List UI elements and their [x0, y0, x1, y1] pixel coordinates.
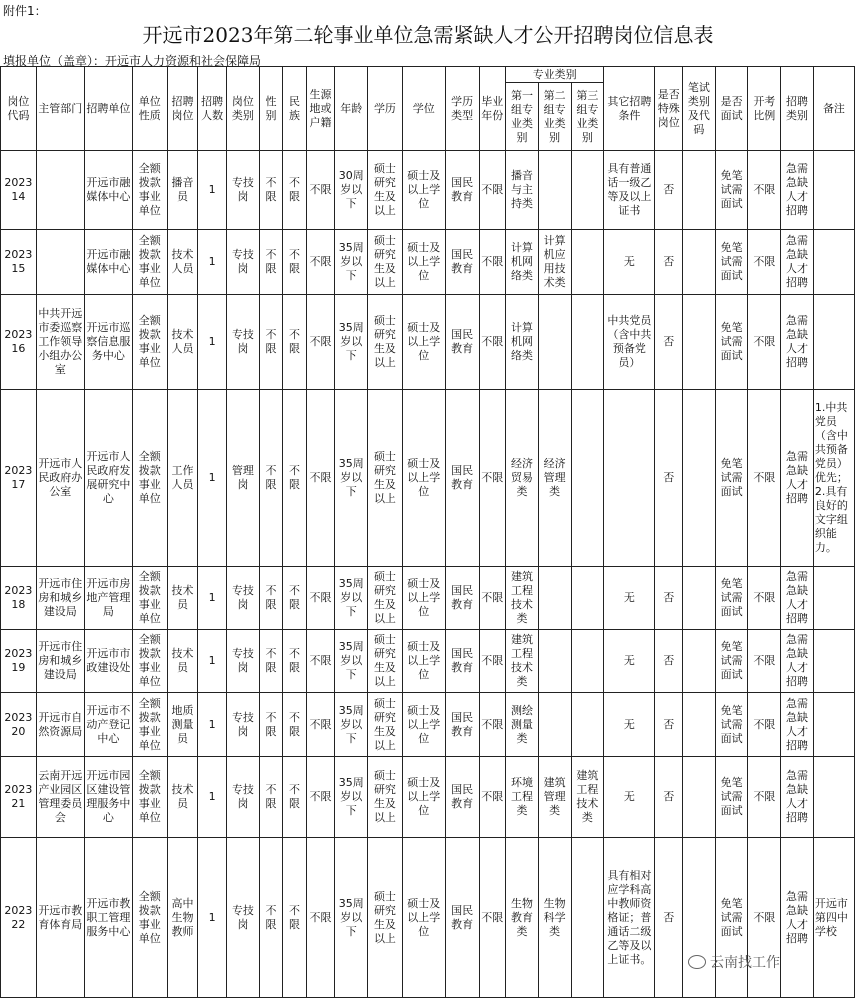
- cell-edu-type: 国民教育: [445, 630, 479, 693]
- cell-employer: 开远市房地产管理局: [84, 567, 132, 630]
- cell-other: 中共党员（含中共预备党员）: [604, 295, 655, 390]
- cell-special: 否: [655, 230, 683, 295]
- wechat-logo-icon: [688, 955, 706, 969]
- cell-special: 否: [655, 567, 683, 630]
- cell-code: 202322: [1, 838, 37, 998]
- cell-major1: 建筑工程技术类: [506, 630, 539, 693]
- cell-position: 技术人员: [167, 230, 198, 295]
- cell-ratio: 不限: [748, 230, 781, 295]
- cell-category: 专技岗: [226, 693, 259, 757]
- cell-ethnic: 不限: [283, 151, 307, 230]
- cell-grad-year: 不限: [479, 151, 506, 230]
- cell-ethnic: 不限: [283, 630, 307, 693]
- cell-degree: 硕士及以上学位: [402, 757, 445, 838]
- cell-remark: [813, 295, 854, 390]
- watermark: [688, 952, 780, 972]
- cell-age: 35周岁以下: [335, 230, 368, 295]
- cell-interview: 免笔试需面试: [715, 838, 748, 998]
- cell-edu-type: 国民教育: [445, 295, 479, 390]
- cell-category: 专技岗: [226, 630, 259, 693]
- table-row: [1, 390, 855, 567]
- cell-employer: 开远市融媒体中心: [84, 151, 132, 230]
- cell-degree: 硕士及以上学位: [402, 567, 445, 630]
- cell-special: 否: [655, 295, 683, 390]
- cell-grad-year: 不限: [479, 567, 506, 630]
- cell-employer: 开远市融媒体中心: [84, 230, 132, 295]
- cell-ethnic: 不限: [283, 567, 307, 630]
- cell-age: 35周岁以下: [335, 567, 368, 630]
- table-row: [1, 151, 855, 230]
- cell-special: 否: [655, 838, 683, 998]
- cell-major1: 计算机网络类: [506, 230, 539, 295]
- cell-ethnic: 不限: [283, 230, 307, 295]
- header-degree: 学位: [402, 67, 445, 151]
- cell-gender: 不限: [259, 693, 283, 757]
- cell-dept: 开远市自然资源局: [36, 693, 84, 757]
- cell-origin: 不限: [306, 693, 335, 757]
- header-grad-year: 毕业年份: [479, 67, 506, 151]
- cell-special: 否: [655, 630, 683, 693]
- header-dept: 主管部门: [36, 67, 84, 151]
- cell-employer: 开远市市政建设处: [84, 630, 132, 693]
- cell-dept: [36, 230, 84, 295]
- cell-employer: 开远市巡察信息服务中心: [84, 295, 132, 390]
- cell-employer: 开远市教职工管理服务中心: [84, 838, 132, 998]
- cell-category: 专技岗: [226, 838, 259, 998]
- cell-gender: 不限: [259, 630, 283, 693]
- cell-education: 硕士研究生及以上: [368, 757, 403, 838]
- cell-interview: 免笔试需面试: [715, 230, 748, 295]
- cell-major2: [538, 295, 571, 390]
- cell-grad-year: 不限: [479, 838, 506, 998]
- cell-ratio: 不限: [748, 757, 781, 838]
- cell-major2: 建筑管理类: [538, 757, 571, 838]
- cell-ethnic: 不限: [283, 693, 307, 757]
- cell-ratio: 不限: [748, 567, 781, 630]
- cell-count: 1: [198, 567, 227, 630]
- cell-degree: 硕士及以上学位: [402, 151, 445, 230]
- cell-degree: 硕士及以上学位: [402, 838, 445, 998]
- cell-ratio: 不限: [748, 390, 781, 567]
- header-education: 学历: [368, 67, 403, 151]
- cell-nature: 全额拨款事业单位: [132, 151, 167, 230]
- cell-degree: 硕士及以上学位: [402, 693, 445, 757]
- cell-count: 1: [198, 230, 227, 295]
- cell-remark: 开远市第四中学校: [813, 838, 854, 998]
- cell-nature: 全额拨款事业单位: [132, 757, 167, 838]
- header-remark: 备注: [813, 67, 854, 151]
- cell-origin: 不限: [306, 630, 335, 693]
- cell-count: 1: [198, 757, 227, 838]
- cell-ethnic: 不限: [283, 295, 307, 390]
- cell-age: 35周岁以下: [335, 390, 368, 567]
- cell-education: 硕士研究生及以上: [368, 151, 403, 230]
- cell-education: 硕士研究生及以上: [368, 230, 403, 295]
- header-nature: 单位性质: [132, 67, 167, 151]
- header-origin: 生源地或户籍: [306, 67, 335, 151]
- cell-gender: 不限: [259, 838, 283, 998]
- cell-ratio: 不限: [748, 630, 781, 693]
- cell-nature: 全额拨款事业单位: [132, 230, 167, 295]
- cell-nature: 全额拨款事业单位: [132, 838, 167, 998]
- cell-interview: 免笔试需面试: [715, 567, 748, 630]
- cell-education: 硕士研究生及以上: [368, 295, 403, 390]
- cell-other: 具有普通话一级乙等及以上证书: [604, 151, 655, 230]
- cell-position: 技术员: [167, 567, 198, 630]
- cell-category: 专技岗: [226, 295, 259, 390]
- cell-category: 专技岗: [226, 757, 259, 838]
- cell-exam-code: [683, 295, 716, 390]
- cell-position: 技术员: [167, 630, 198, 693]
- cell-count: 1: [198, 693, 227, 757]
- cell-other: 无: [604, 567, 655, 630]
- header-recruit-type: 招聘类别: [781, 67, 814, 151]
- cell-age: 35周岁以下: [335, 295, 368, 390]
- cell-other: 无: [604, 230, 655, 295]
- cell-special: 否: [655, 151, 683, 230]
- cell-major3: [571, 151, 604, 230]
- cell-gender: 不限: [259, 151, 283, 230]
- cell-exam-code: [683, 757, 716, 838]
- cell-major1: 建筑工程技术类: [506, 567, 539, 630]
- header-major3: 第三组专业类别: [571, 83, 604, 151]
- cell-age: 35周岁以下: [335, 757, 368, 838]
- cell-special: 否: [655, 757, 683, 838]
- cell-count: 1: [198, 151, 227, 230]
- cell-major1: 计算机网络类: [506, 295, 539, 390]
- cell-major3: 建筑工程技术类: [571, 757, 604, 838]
- cell-position: 技术员: [167, 757, 198, 838]
- table-row: [1, 693, 855, 757]
- cell-code: 202321: [1, 757, 37, 838]
- cell-degree: 硕士及以上学位: [402, 630, 445, 693]
- cell-other: 无: [604, 693, 655, 757]
- cell-exam-code: [683, 390, 716, 567]
- cell-origin: 不限: [306, 151, 335, 230]
- cell-exam-code: [683, 838, 716, 998]
- header-interview: 是否面试: [715, 67, 748, 151]
- cell-age: 35周岁以下: [335, 693, 368, 757]
- cell-grad-year: 不限: [479, 230, 506, 295]
- cell-code: 202320: [1, 693, 37, 757]
- header-major2: 第二组专业类别: [538, 83, 571, 151]
- cell-dept: 开远市住房和城乡建设局: [36, 567, 84, 630]
- cell-major2: [538, 630, 571, 693]
- cell-major3: [571, 390, 604, 567]
- cell-education: 硕士研究生及以上: [368, 567, 403, 630]
- cell-interview: 免笔试需面试: [715, 630, 748, 693]
- table-row: [1, 230, 855, 295]
- reporting-unit: 填报单位（盖章）：开远市人力资源和社会保障局: [3, 54, 262, 68]
- cell-edu-type: 国民教育: [445, 567, 479, 630]
- document-title: 开远市2023年第二轮事业单位急需紧缺人才公开招聘岗位信息表: [142, 23, 714, 47]
- cell-other: 无: [604, 757, 655, 838]
- header-age: 年龄: [335, 67, 368, 151]
- cell-origin: 不限: [306, 230, 335, 295]
- cell-origin: 不限: [306, 295, 335, 390]
- header-major1: 第一组专业类别: [506, 83, 539, 151]
- cell-employer: 开远市人民政府发展研究中心: [84, 390, 132, 567]
- cell-ratio: 不限: [748, 151, 781, 230]
- cell-count: 1: [198, 390, 227, 567]
- header-edu-type: 学历类型: [445, 67, 479, 151]
- cell-recruit-type: 急需急缺人才招聘: [781, 693, 814, 757]
- cell-special: 否: [655, 390, 683, 567]
- cell-remark: 1.中共党员（含中共预备党员）优先；2.具有良好的文字组织能力。: [813, 390, 854, 567]
- header-special: 是否特殊岗位: [655, 67, 683, 151]
- cell-nature: 全额拨款事业单位: [132, 390, 167, 567]
- cell-remark: [813, 693, 854, 757]
- cell-ethnic: 不限: [283, 757, 307, 838]
- cell-edu-type: 国民教育: [445, 757, 479, 838]
- cell-dept: 中共开远市委巡察工作领导小组办公室: [36, 295, 84, 390]
- cell-origin: 不限: [306, 838, 335, 998]
- cell-code: 202314: [1, 151, 37, 230]
- cell-major2: 生物科学类: [538, 838, 571, 998]
- header-other: 其它招聘条件: [604, 67, 655, 151]
- cell-remark: [813, 230, 854, 295]
- cell-ratio: 不限: [748, 295, 781, 390]
- cell-interview: 免笔试需面试: [715, 151, 748, 230]
- cell-major3: [571, 295, 604, 390]
- cell-grad-year: 不限: [479, 295, 506, 390]
- cell-recruit-type: 急需急缺人才招聘: [781, 838, 814, 998]
- cell-age: 30周岁以下: [335, 151, 368, 230]
- cell-interview: 免笔试需面试: [715, 390, 748, 567]
- cell-interview: 免笔试需面试: [715, 295, 748, 390]
- cell-exam-code: [683, 230, 716, 295]
- cell-position: 技术人员: [167, 295, 198, 390]
- cell-gender: 不限: [259, 567, 283, 630]
- cell-dept: 开远市教育体育局: [36, 838, 84, 998]
- cell-major3: [571, 630, 604, 693]
- table-row: [1, 838, 855, 998]
- cell-edu-type: 国民教育: [445, 151, 479, 230]
- cell-count: 1: [198, 295, 227, 390]
- cell-edu-type: 国民教育: [445, 693, 479, 757]
- cell-major3: [571, 838, 604, 998]
- table-row: [1, 757, 855, 838]
- cell-recruit-type: 急需急缺人才招聘: [781, 757, 814, 838]
- cell-recruit-type: 急需急缺人才招聘: [781, 230, 814, 295]
- cell-ratio: 不限: [748, 838, 781, 998]
- cell-gender: 不限: [259, 230, 283, 295]
- header-ethnic: 民族: [283, 67, 307, 151]
- header-major-group: 专业类别: [506, 67, 604, 83]
- cell-recruit-type: 急需急缺人才招聘: [781, 295, 814, 390]
- cell-education: 硕士研究生及以上: [368, 390, 403, 567]
- cell-other: [604, 390, 655, 567]
- cell-degree: 硕士及以上学位: [402, 295, 445, 390]
- cell-employer: 开远市不动产登记中心: [84, 693, 132, 757]
- cell-major3: [571, 693, 604, 757]
- cell-ethnic: 不限: [283, 838, 307, 998]
- cell-edu-type: 国民教育: [445, 390, 479, 567]
- cell-education: 硕士研究生及以上: [368, 693, 403, 757]
- cell-ratio: 不限: [748, 693, 781, 757]
- cell-degree: 硕士及以上学位: [402, 390, 445, 567]
- cell-category: 专技岗: [226, 230, 259, 295]
- cell-dept: [36, 151, 84, 230]
- cell-age: 35周岁以下: [335, 630, 368, 693]
- cell-recruit-type: 急需急缺人才招聘: [781, 390, 814, 567]
- cell-code: 202316: [1, 295, 37, 390]
- watermark-text: 云南找工作: [710, 955, 780, 971]
- cell-gender: 不限: [259, 757, 283, 838]
- cell-other: 具有相对应学科高中教师资格证；普通话二级乙等及以上证书。: [604, 838, 655, 998]
- table-row: [1, 567, 855, 630]
- cell-nature: 全额拨款事业单位: [132, 630, 167, 693]
- cell-dept: 开远市人民政府办公室: [36, 390, 84, 567]
- cell-interview: 免笔试需面试: [715, 757, 748, 838]
- cell-position: 地质测量员: [167, 693, 198, 757]
- cell-count: 1: [198, 838, 227, 998]
- header-code: 岗位代码: [1, 67, 37, 151]
- header-employer: 招聘单位: [84, 67, 132, 151]
- cell-other: 无: [604, 630, 655, 693]
- cell-recruit-type: 急需急缺人才招聘: [781, 151, 814, 230]
- header-category: 岗位类别: [226, 67, 259, 151]
- cell-major2: 经济管理类: [538, 390, 571, 567]
- positions-table: [0, 66, 855, 998]
- cell-grad-year: 不限: [479, 630, 506, 693]
- attachment-label: 附件1：: [3, 4, 47, 18]
- cell-grad-year: 不限: [479, 757, 506, 838]
- cell-dept: 开远市住房和城乡建设局: [36, 630, 84, 693]
- cell-major2: [538, 693, 571, 757]
- cell-edu-type: 国民教育: [445, 838, 479, 998]
- cell-category: 管理岗: [226, 390, 259, 567]
- cell-remark: [813, 630, 854, 693]
- cell-education: 硕士研究生及以上: [368, 630, 403, 693]
- header-exam-code: 笔试类别及代码: [683, 67, 716, 151]
- cell-major2: 计算机应用技术类: [538, 230, 571, 295]
- cell-major1: 经济贸易类: [506, 390, 539, 567]
- cell-major3: [571, 230, 604, 295]
- cell-dept: 云南开远产业园区管理委员会: [36, 757, 84, 838]
- cell-interview: 免笔试需面试: [715, 693, 748, 757]
- cell-education: 硕士研究生及以上: [368, 838, 403, 998]
- cell-nature: 全额拨款事业单位: [132, 693, 167, 757]
- cell-major1: 生物教育类: [506, 838, 539, 998]
- cell-nature: 全额拨款事业单位: [132, 567, 167, 630]
- cell-category: 专技岗: [226, 567, 259, 630]
- cell-degree: 硕士及以上学位: [402, 230, 445, 295]
- cell-recruit-type: 急需急缺人才招聘: [781, 630, 814, 693]
- cell-category: 专技岗: [226, 151, 259, 230]
- cell-position: 播音员: [167, 151, 198, 230]
- cell-age: 35周岁以下: [335, 838, 368, 998]
- cell-code: 202318: [1, 567, 37, 630]
- cell-remark: [813, 567, 854, 630]
- cell-exam-code: [683, 630, 716, 693]
- header-ratio: 开考比例: [748, 67, 781, 151]
- cell-origin: 不限: [306, 567, 335, 630]
- cell-position: 工作人员: [167, 390, 198, 567]
- cell-exam-code: [683, 693, 716, 757]
- cell-code: 202319: [1, 630, 37, 693]
- table-row: [1, 295, 855, 390]
- cell-code: 202315: [1, 230, 37, 295]
- cell-origin: 不限: [306, 390, 335, 567]
- cell-edu-type: 国民教育: [445, 230, 479, 295]
- cell-count: 1: [198, 630, 227, 693]
- cell-major2: [538, 567, 571, 630]
- cell-major1: 测绘测量类: [506, 693, 539, 757]
- cell-ethnic: 不限: [283, 390, 307, 567]
- header-count: 招聘人数: [198, 67, 227, 151]
- cell-grad-year: 不限: [479, 693, 506, 757]
- cell-position: 高中生物教师: [167, 838, 198, 998]
- cell-recruit-type: 急需急缺人才招聘: [781, 567, 814, 630]
- table-row: [1, 630, 855, 693]
- cell-remark: [813, 151, 854, 230]
- cell-major3: [571, 567, 604, 630]
- cell-remark: [813, 757, 854, 838]
- header-position: 招聘岗位: [167, 67, 198, 151]
- header-gender: 性别: [259, 67, 283, 151]
- cell-nature: 全额拨款事业单位: [132, 295, 167, 390]
- cell-gender: 不限: [259, 295, 283, 390]
- cell-exam-code: [683, 151, 716, 230]
- cell-exam-code: [683, 567, 716, 630]
- cell-major1: 播音与主持类: [506, 151, 539, 230]
- cell-origin: 不限: [306, 757, 335, 838]
- cell-gender: 不限: [259, 390, 283, 567]
- cell-grad-year: 不限: [479, 390, 506, 567]
- cell-major2: [538, 151, 571, 230]
- cell-employer: 开远市园区建设管理服务中心: [84, 757, 132, 838]
- cell-special: 否: [655, 693, 683, 757]
- cell-major1: 环境工程类: [506, 757, 539, 838]
- cell-code: 202317: [1, 390, 37, 567]
